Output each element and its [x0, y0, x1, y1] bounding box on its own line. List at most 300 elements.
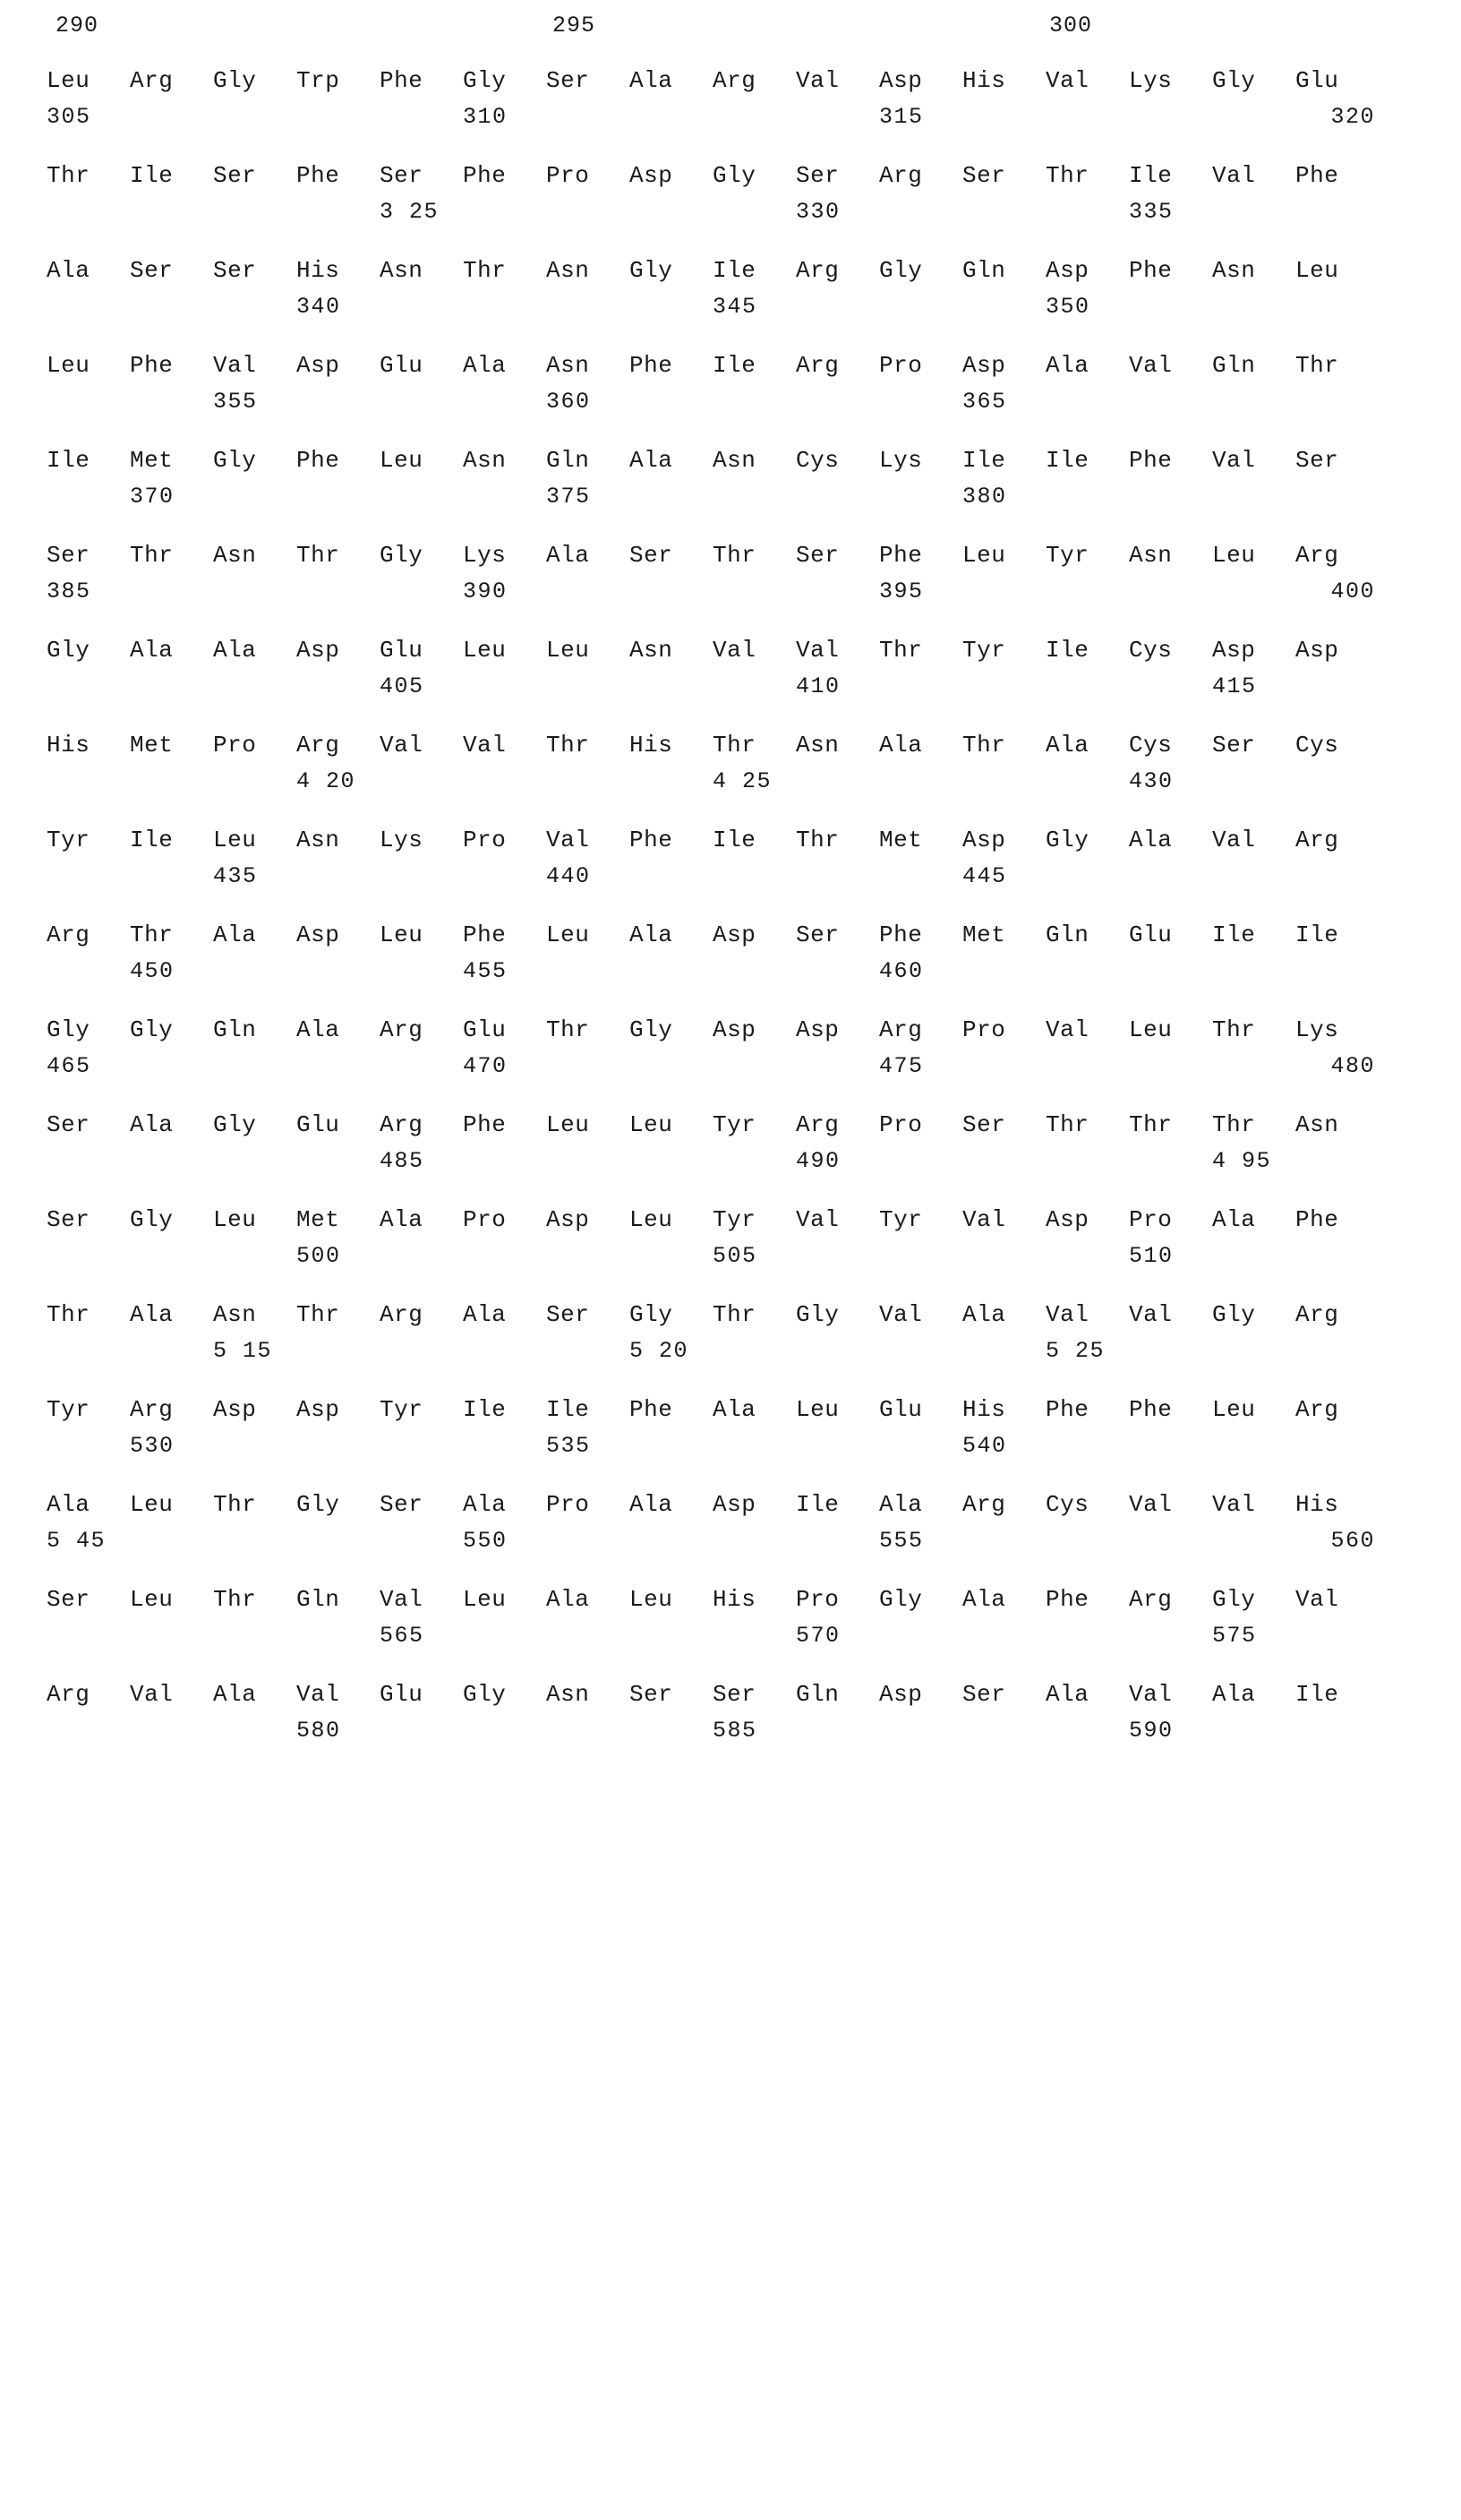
residue-line — [47, 1202, 1443, 1238]
position-number-line — [47, 1522, 1443, 1558]
residue: Glu — [380, 352, 423, 379]
position-number: 355 — [213, 388, 258, 415]
residue-line — [47, 1297, 1443, 1333]
sequence-row — [47, 1581, 1443, 1653]
residue: Met — [130, 732, 174, 759]
residue: Phe — [130, 352, 174, 379]
residue: Asn — [546, 1681, 590, 1708]
residue: Ser — [130, 257, 174, 284]
residue: Gly — [879, 257, 923, 284]
residue: Met — [130, 447, 174, 474]
residue: Phe — [380, 67, 423, 94]
residue: Asn — [1129, 542, 1173, 569]
position-number: 4 25 — [713, 767, 773, 794]
residue: Asn — [546, 352, 590, 379]
residue: Glu — [380, 637, 423, 664]
residue: Ala — [1046, 732, 1089, 759]
residue: Cys — [1129, 637, 1173, 664]
residue-line — [47, 347, 1443, 383]
residue: Arg — [380, 1111, 423, 1138]
residue: Ile — [463, 1396, 507, 1423]
residue: Tyr — [713, 1111, 756, 1138]
residue: Ser — [796, 921, 840, 948]
residue: Val — [1129, 352, 1173, 379]
residue: Gly — [47, 1016, 90, 1043]
residue: Pro — [879, 1111, 923, 1138]
residue: Ile — [1212, 921, 1256, 948]
residue: Ala — [47, 1491, 90, 1518]
residue: Ala — [546, 542, 590, 569]
residue-line — [47, 442, 1443, 478]
residue: Leu — [380, 447, 423, 474]
position-number: 565 — [380, 1622, 424, 1649]
sequence-row — [47, 1202, 1443, 1273]
position-number: 500 — [296, 1242, 341, 1269]
residue: Ala — [213, 637, 257, 664]
residue: Gly — [879, 1586, 923, 1613]
residue: Thr — [463, 257, 507, 284]
sequence-row — [47, 537, 1443, 609]
position-number: 300 — [1049, 13, 1093, 39]
position-number: 315 — [879, 103, 924, 130]
residue-line — [47, 1581, 1443, 1617]
residue: Arg — [1295, 1301, 1339, 1328]
residue: Leu — [1212, 1396, 1256, 1423]
residue: Ala — [546, 1586, 590, 1613]
residue: Ala — [879, 1491, 923, 1518]
residue: Thr — [213, 1586, 257, 1613]
residue: Asp — [962, 827, 1006, 853]
sequence-row — [47, 1012, 1443, 1084]
residue: Thr — [47, 1301, 90, 1328]
position-number-line — [47, 383, 1443, 419]
residue: Phe — [629, 352, 673, 379]
position-number: 295 — [552, 13, 596, 39]
residue: Arg — [130, 67, 174, 94]
residue: Lys — [1295, 1016, 1339, 1043]
residue: Ile — [546, 1396, 590, 1423]
position-number: 345 — [713, 293, 757, 320]
residue: Phe — [296, 447, 340, 474]
residue: Thr — [962, 732, 1006, 759]
residue: Asp — [213, 1396, 257, 1423]
position-number-line — [47, 99, 1443, 134]
position-number: 390 — [463, 578, 508, 604]
residue: Gly — [1046, 827, 1089, 853]
residue: Val — [1295, 1586, 1339, 1613]
residue: Ile — [47, 447, 90, 474]
residue: Arg — [1129, 1586, 1173, 1613]
residue: Gly — [130, 1206, 174, 1233]
residue: Leu — [213, 827, 257, 853]
residue-line — [47, 1107, 1443, 1143]
residue: Ala — [1212, 1206, 1256, 1233]
sequence-row — [47, 347, 1443, 419]
residue-line — [47, 822, 1443, 858]
residue: Asn — [1212, 257, 1256, 284]
residue: Leu — [546, 921, 590, 948]
residue: Pro — [546, 1491, 590, 1518]
residue: Glu — [463, 1016, 507, 1043]
residue: Ser — [213, 162, 257, 189]
residue: Val — [546, 827, 590, 853]
residue: Leu — [47, 352, 90, 379]
residue: Glu — [1295, 67, 1339, 94]
residue: Asp — [879, 1681, 923, 1708]
residue: Thr — [1212, 1016, 1256, 1043]
residue: Ala — [1129, 827, 1173, 853]
residue: Gly — [629, 1016, 673, 1043]
residue: Ala — [1046, 1681, 1089, 1708]
residue: Val — [1129, 1301, 1173, 1328]
residue: Val — [296, 1681, 340, 1708]
residue: Asp — [629, 162, 673, 189]
residue: Leu — [130, 1586, 174, 1613]
position-number: 360 — [546, 388, 591, 415]
residue: His — [962, 67, 1006, 94]
residue: Gln — [213, 1016, 257, 1043]
position-number: 540 — [962, 1432, 1007, 1459]
residue: Lys — [380, 827, 423, 853]
residue: Ile — [796, 1491, 840, 1518]
residue: Ser — [546, 1301, 590, 1328]
residue: Pro — [546, 162, 590, 189]
residue: Leu — [380, 921, 423, 948]
residue: Val — [879, 1301, 923, 1328]
residue-line — [47, 158, 1443, 193]
residue: Phe — [629, 827, 673, 853]
sequence-row — [47, 442, 1443, 514]
residue: Thr — [296, 542, 340, 569]
residue: Ala — [879, 732, 923, 759]
residue: Gly — [213, 1111, 257, 1138]
residue: Asn — [629, 637, 673, 664]
position-number: 535 — [546, 1432, 591, 1459]
residue: Phe — [1129, 447, 1173, 474]
residue: His — [713, 1586, 756, 1613]
residue: Cys — [796, 447, 840, 474]
residue: Gly — [629, 1301, 673, 1328]
position-number: 415 — [1212, 673, 1257, 699]
position-number-line — [47, 858, 1443, 894]
residue: Asp — [296, 1396, 340, 1423]
residue: Gly — [47, 637, 90, 664]
residue: Asp — [546, 1206, 590, 1233]
residue: Leu — [629, 1111, 673, 1138]
residue: Asp — [713, 1016, 756, 1043]
residue: Tyr — [1046, 542, 1089, 569]
residue: Ser — [962, 1111, 1006, 1138]
residue: Ile — [1295, 1681, 1339, 1708]
residue: Thr — [130, 542, 174, 569]
position-number: 445 — [962, 862, 1007, 889]
position-number: 590 — [1129, 1717, 1174, 1744]
residue-line — [47, 727, 1443, 763]
residue-line — [47, 63, 1443, 99]
position-number: 4 20 — [296, 767, 356, 794]
residue: Val — [1046, 1301, 1089, 1328]
residue: Tyr — [713, 1206, 756, 1233]
residue: Ser — [713, 1681, 756, 1708]
residue: Ser — [629, 1681, 673, 1708]
residue: Leu — [47, 67, 90, 94]
residue: Pro — [463, 827, 507, 853]
position-number-line — [47, 1427, 1443, 1463]
residue: Leu — [463, 1586, 507, 1613]
residue: Gly — [380, 542, 423, 569]
residue: Arg — [962, 1491, 1006, 1518]
residue: Ser — [380, 1491, 423, 1518]
residue: Leu — [130, 1491, 174, 1518]
position-number-line — [47, 478, 1443, 514]
sequence-row — [47, 917, 1443, 989]
residue: Gln — [1046, 921, 1089, 948]
residue: Arg — [1295, 1396, 1339, 1423]
residue: Phe — [879, 542, 923, 569]
position-number: 510 — [1129, 1242, 1174, 1269]
residue: Tyr — [380, 1396, 423, 1423]
residue: Gly — [213, 447, 257, 474]
residue: Ile — [130, 162, 174, 189]
residue: Leu — [629, 1206, 673, 1233]
residue: Ser — [629, 542, 673, 569]
residue: Ser — [47, 1111, 90, 1138]
residue: Glu — [879, 1396, 923, 1423]
residue: Ile — [713, 257, 756, 284]
residue: Ser — [796, 542, 840, 569]
residue: Cys — [1295, 732, 1339, 759]
residue: Met — [962, 921, 1006, 948]
residue: Asp — [879, 67, 923, 94]
residue: Ser — [47, 1586, 90, 1613]
residue: Gly — [213, 67, 257, 94]
residue: Asp — [296, 352, 340, 379]
residue: Val — [1212, 162, 1256, 189]
residue: Ser — [1295, 447, 1339, 474]
residue: Ile — [130, 827, 174, 853]
residue: Val — [1046, 1016, 1089, 1043]
residue: Arg — [796, 352, 840, 379]
position-number-line — [47, 1712, 1443, 1748]
residue: Ser — [962, 1681, 1006, 1708]
residue: Val — [796, 637, 840, 664]
residue-line — [47, 632, 1443, 668]
residue: Asn — [1295, 1111, 1339, 1138]
position-number: 550 — [463, 1527, 508, 1554]
residue: Leu — [546, 637, 590, 664]
residue-line — [47, 537, 1443, 573]
residue: Val — [1046, 67, 1089, 94]
residue: Pro — [463, 1206, 507, 1233]
position-number: 320 — [1330, 103, 1375, 130]
residue: Ala — [629, 1491, 673, 1518]
residue: Tyr — [47, 827, 90, 853]
residue: Gln — [962, 257, 1006, 284]
residue: Lys — [1129, 67, 1173, 94]
residue: Arg — [879, 1016, 923, 1043]
sequence-row — [47, 632, 1443, 704]
residue: Ala — [962, 1301, 1006, 1328]
position-number: 385 — [47, 578, 91, 604]
position-number: 575 — [1212, 1622, 1257, 1649]
position-number: 580 — [296, 1717, 341, 1744]
position-number: 405 — [380, 673, 424, 699]
residue: Ser — [962, 162, 1006, 189]
residue: Val — [1212, 827, 1256, 853]
residue: Gln — [546, 447, 590, 474]
residue: Gly — [1212, 67, 1256, 94]
position-number: 4 95 — [1212, 1147, 1272, 1174]
residue: His — [962, 1396, 1006, 1423]
residue: Thr — [1212, 1111, 1256, 1138]
residue: Asn — [796, 732, 840, 759]
residue: Thr — [879, 637, 923, 664]
residue: Ala — [463, 352, 507, 379]
position-number: 335 — [1129, 198, 1174, 225]
residue: Ala — [629, 447, 673, 474]
residue: Phe — [463, 1111, 507, 1138]
position-number-line — [47, 1143, 1443, 1179]
residue: Gly — [713, 162, 756, 189]
position-number: 460 — [879, 957, 924, 984]
position-number: 505 — [713, 1242, 757, 1269]
residue: Phe — [463, 162, 507, 189]
residue: Ser — [380, 162, 423, 189]
residue: Phe — [1046, 1586, 1089, 1613]
position-number: 440 — [546, 862, 591, 889]
residue: Val — [962, 1206, 1006, 1233]
residue: Glu — [1129, 921, 1173, 948]
residue: Asn — [213, 542, 257, 569]
residue: Asp — [1295, 637, 1339, 664]
residue: Gly — [296, 1491, 340, 1518]
residue: Asp — [796, 1016, 840, 1043]
position-number: 5 20 — [629, 1337, 689, 1364]
residue: Pro — [879, 352, 923, 379]
position-number-header — [47, 13, 1443, 63]
residue: Ser — [47, 1206, 90, 1233]
sequence-row — [47, 1676, 1443, 1748]
residue: Tyr — [47, 1396, 90, 1423]
residue: Ala — [130, 1301, 174, 1328]
residue: Phe — [1295, 162, 1339, 189]
residue: Asn — [213, 1301, 257, 1328]
residue: Val — [796, 67, 840, 94]
residue: Val — [713, 637, 756, 664]
residue: Leu — [546, 1111, 590, 1138]
position-number: 365 — [962, 388, 1007, 415]
residue: Thr — [47, 162, 90, 189]
sequence-row — [47, 158, 1443, 229]
residue: Tyr — [962, 637, 1006, 664]
residue: Arg — [796, 1111, 840, 1138]
residue: Val — [1212, 447, 1256, 474]
residue: Gly — [463, 67, 507, 94]
residue: Leu — [463, 637, 507, 664]
residue: Arg — [47, 921, 90, 948]
residue: Ala — [1046, 352, 1089, 379]
position-number: 400 — [1330, 578, 1375, 604]
residue: Val — [380, 1586, 423, 1613]
residue: Gly — [1212, 1586, 1256, 1613]
position-number: 450 — [130, 957, 175, 984]
residue-line — [47, 1487, 1443, 1522]
residue: Asp — [296, 921, 340, 948]
residue: Val — [130, 1681, 174, 1708]
position-number: 395 — [879, 578, 924, 604]
residue: Leu — [796, 1396, 840, 1423]
residue: Gly — [463, 1681, 507, 1708]
residue: Ala — [962, 1586, 1006, 1613]
residue: Met — [296, 1206, 340, 1233]
position-number: 465 — [47, 1052, 91, 1079]
residue: Pro — [213, 732, 257, 759]
residue: Gly — [130, 1016, 174, 1043]
position-number-line — [47, 1333, 1443, 1368]
residue: Val — [1129, 1681, 1173, 1708]
residue: Thr — [130, 921, 174, 948]
residue: Thr — [1046, 1111, 1089, 1138]
residue: Lys — [463, 542, 507, 569]
residue: Glu — [380, 1681, 423, 1708]
residue: Asn — [546, 257, 590, 284]
position-number: 475 — [879, 1052, 924, 1079]
position-number: 570 — [796, 1622, 841, 1649]
residue: Ser — [796, 162, 840, 189]
residue: Gln — [796, 1681, 840, 1708]
residue: Ile — [713, 827, 756, 853]
position-number-line — [47, 668, 1443, 704]
residue: Phe — [1129, 1396, 1173, 1423]
position-number: 290 — [56, 13, 99, 39]
residue: Ser — [47, 542, 90, 569]
position-number: 5 15 — [213, 1337, 273, 1364]
residue: Gln — [296, 1586, 340, 1613]
residue: Lys — [879, 447, 923, 474]
residue: Ala — [629, 921, 673, 948]
residue: Arg — [296, 732, 340, 759]
residue: Ala — [213, 1681, 257, 1708]
residue-line — [47, 917, 1443, 953]
residue: Leu — [1295, 257, 1339, 284]
residue: His — [629, 732, 673, 759]
residue: Ala — [380, 1206, 423, 1233]
residue: Arg — [1295, 827, 1339, 853]
position-number-line — [47, 1048, 1443, 1084]
position-number: 5 45 — [47, 1527, 107, 1554]
position-number-line — [47, 953, 1443, 989]
position-number-line — [47, 1617, 1443, 1653]
sequence-row — [47, 1392, 1443, 1463]
residue-line — [47, 1392, 1443, 1427]
position-number: 480 — [1330, 1052, 1375, 1079]
position-number: 370 — [130, 483, 175, 510]
sequence-row — [47, 63, 1443, 134]
position-number-line — [47, 193, 1443, 229]
position-number: 305 — [47, 103, 91, 130]
sequence-row — [47, 253, 1443, 324]
residue: Thr — [546, 732, 590, 759]
residue: Arg — [879, 162, 923, 189]
residue: Val — [796, 1206, 840, 1233]
residue: Thr — [1295, 352, 1339, 379]
residue: Tyr — [879, 1206, 923, 1233]
residue: His — [296, 257, 340, 284]
position-number: 530 — [130, 1432, 175, 1459]
residue: Arg — [796, 257, 840, 284]
residue: Ala — [629, 67, 673, 94]
residue: Asp — [1212, 637, 1256, 664]
